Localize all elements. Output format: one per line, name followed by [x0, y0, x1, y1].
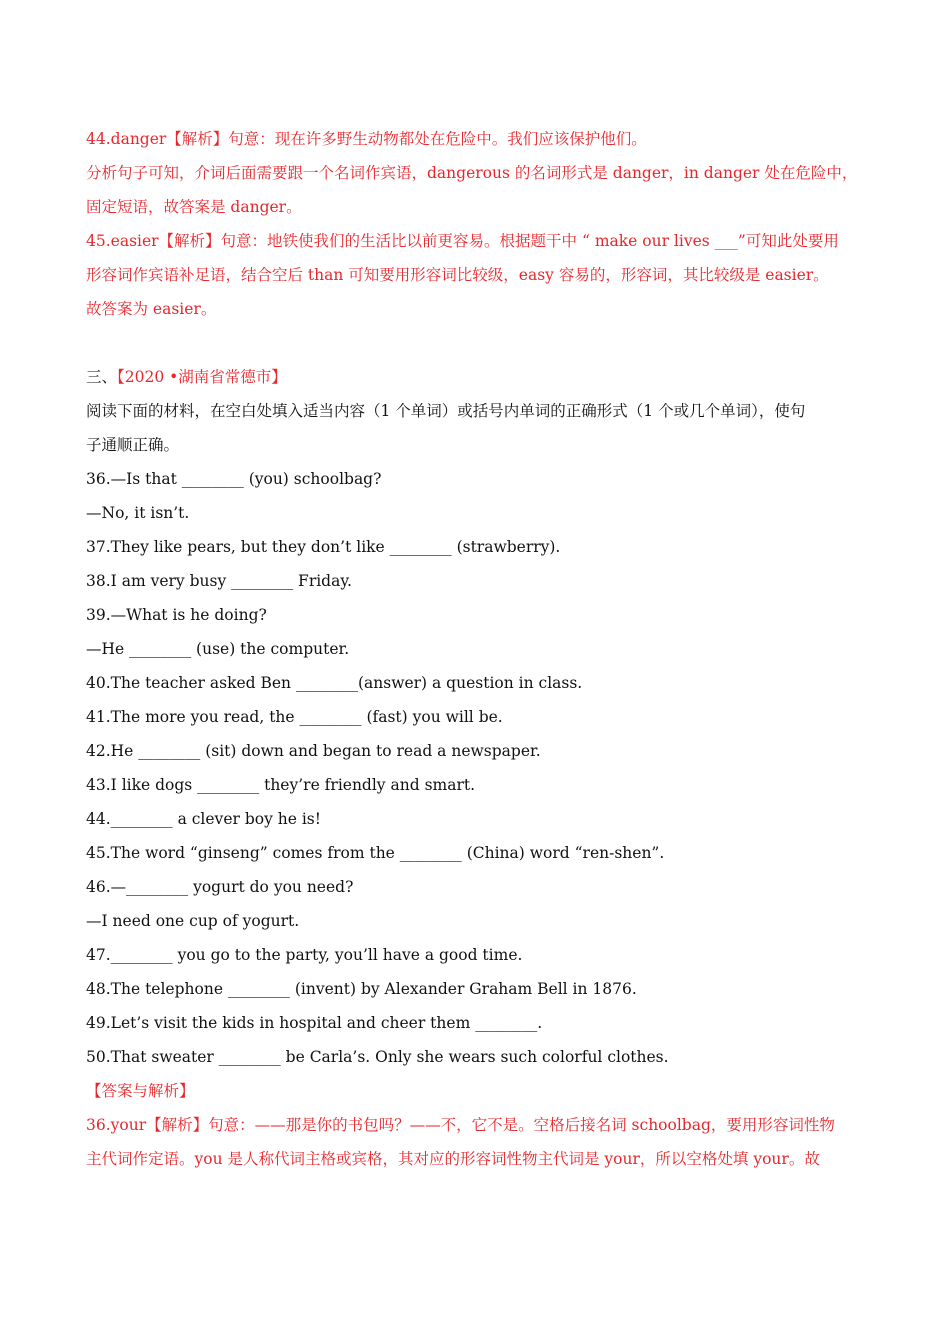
question-line: —I need one cup of yogurt.: [86, 912, 300, 930]
question-line: 42.He ________ (sit) down and began to read a newspaper.: [86, 742, 541, 760]
question-line: 38.I am very busy ________ Friday.: [86, 572, 352, 590]
question-line: 45.The word “ginseng” comes from the ________ (China) word “ren-shen”.: [86, 844, 665, 862]
instruction-line: 子通顺正确。: [86, 436, 180, 454]
analysis-line: 分析句子可知，介词后面需要跟一个名词作宾语，dangerous 的名词形式是 danger，in danger 处在危险中，: [86, 164, 858, 182]
question-line: 46.—________ yogurt do you need?: [86, 878, 354, 896]
analysis-line: 45.easier【解析】句意：地铁使我们的生活比以前更容易。根据题干中 “ make our lives ___”可知此处要用: [86, 232, 839, 250]
question-line: 36.—Is that ________ (you) schoolbag?: [86, 470, 382, 488]
question-line: 48.The telephone ________ (invent) by Alexander Graham Bell in 1876.: [86, 980, 637, 998]
analysis-line: 36.your【解析】句意：——那是你的书包吗？——不，它不是。空格后接名词 schoolbag，要用形容词性物: [86, 1116, 835, 1134]
question-line: —No, it isn’t.: [86, 504, 190, 522]
question-line: 49.Let’s visit the kids in hospital and cheer them ________.: [86, 1014, 543, 1032]
analysis-previous: [86, 122, 866, 326]
question-line: —He ________ (use) the computer.: [86, 640, 350, 658]
instruction-line: 阅读下面的材料，在空白处填入适当内容（1 个单词）或括号内单词的正确形式（1 个或几个单词），使句: [86, 402, 806, 420]
analysis-next: [86, 1108, 866, 1176]
document-page: [86, 122, 866, 1176]
question-line: 47.________ you go to the party, you’ll have a good time.: [86, 946, 523, 964]
answer-heading: 【答案与解析】: [86, 1082, 195, 1100]
analysis-line: 故答案为 easier。: [86, 300, 217, 318]
question-line: 43.I like dogs ________ they’re friendly and smart.: [86, 776, 476, 794]
question-list: [86, 462, 866, 1074]
question-line: 39.—What is he doing?: [86, 606, 267, 624]
analysis-line: 主代词作定语。you 是人称代词主格或宾格，其对应的形容词性物主代词是 your，所以空格处填 your。故: [86, 1150, 820, 1168]
question-line: 44.________ a clever boy he is!: [86, 810, 321, 828]
analysis-line: 44.danger【解析】句意：现在许多野生动物都处在危险中。我们应该保护他们。: [86, 130, 647, 148]
question-line: 50.That sweater ________ be Carla’s. Only she wears such colorful clothes.: [86, 1048, 669, 1066]
section-instructions: [86, 394, 866, 462]
question-line: 37.They like pears, but they don’t like ________ (strawberry).: [86, 538, 561, 556]
question-line: 40.The teacher asked Ben ________(answer) a question in class.: [86, 674, 583, 692]
section-number: 三、: [86, 368, 118, 386]
section-heading: [86, 360, 866, 394]
analysis-line: 固定短语，故答案是 danger。: [86, 198, 302, 216]
section-source: 【2020 •湖南省常德市】: [117, 368, 287, 386]
analysis-line: 形容词作宾语补足语，结合空后 than 可知要用形容词比较级，easy 容易的，形容词，其比较级是 easier。: [86, 266, 829, 284]
question-line: 41.The more you read, the ________ (fast) you will be.: [86, 708, 503, 726]
